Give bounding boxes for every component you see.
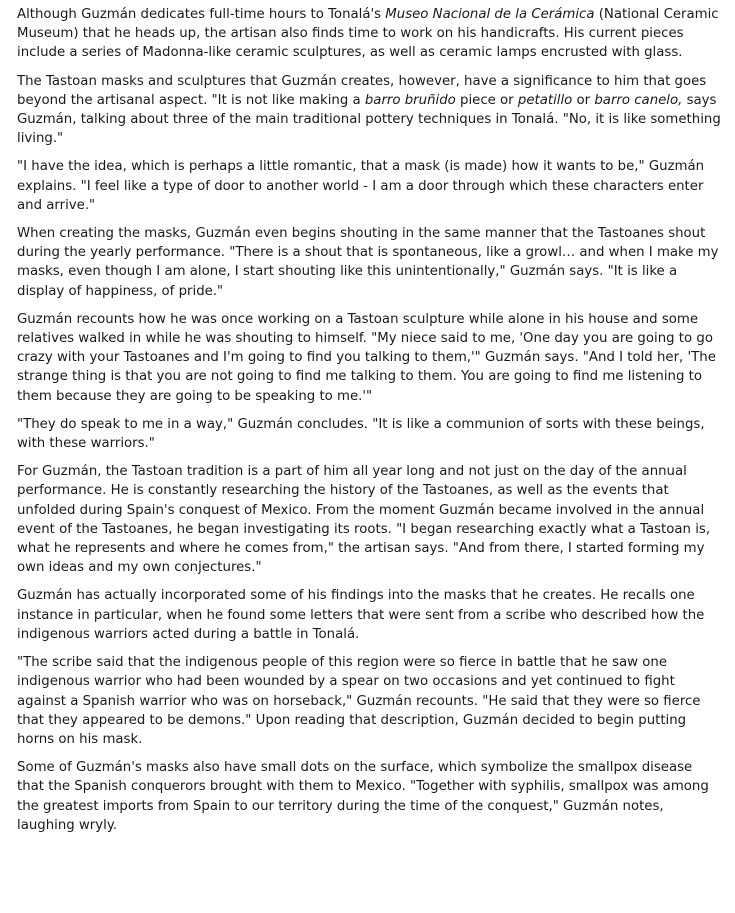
paragraph-text: Some of Guzmán's masks also have small dots on the surface, which symbolize the smallpox disease that the Spanish conquerors brought with them to Mexico. "Together with syphilis, smallpox was among the greatest imports from Spain to our territory during the time of the conquest," Guzmán notes, laughing wryly. bbox=[17, 760, 709, 833]
paragraph-2 bbox=[17, 72, 723, 149]
paragraph-text: For Guzmán, the Tastoan tradition is a part of him all year long and not just on the day of the annual performance. He is constantly researching the history of the Tastoanes, as well as the events that unfolded during Spain's conquest of Mexico. From the moment Guzmán became involved in the annual event of the Tastoanes, he began investigating its roots. "I began researching exactly what a Tastoan is, what he represents and where he comes from," the artisan says. "And from there, I started forming my own ideas and my own conjectures." bbox=[17, 464, 711, 576]
paragraph-8 bbox=[17, 586, 723, 644]
paragraph-6 bbox=[17, 415, 723, 453]
paragraph-text: "The scribe said that the indigenous people of this region were so fierce in battle that he saw one indigenous warrior who had been wounded by a spear on two occasions and yet continued to fight against a Spanish warrior who was on horseback," Guzmán recounts. "He said that they were so fierce that they appeared to be demons." Upon reading that description, Guzmán decided to begin putting horns on his mask. bbox=[17, 655, 701, 747]
paragraph-3 bbox=[17, 157, 723, 215]
paragraph-10 bbox=[17, 758, 723, 835]
paragraph-text: Although Guzmán dedicates full-time hours to Tonalá's bbox=[17, 7, 386, 22]
paragraph-text: piece or bbox=[455, 92, 518, 108]
paragraph-italic-text: Museo Nacional de la Cerámica bbox=[385, 7, 595, 22]
paragraph-1 bbox=[17, 5, 723, 63]
paragraph-text: Guzmán recounts how he was once working on a Tastoan sculpture while alone in his house and some relatives walked in while he was shouting to himself. "My niece said to me, 'One day you are going to go crazy with your Tastoanes and I'm going to find you talking to them,'" Guzmán says. "And I told her, 'The strange thing is that you are not going to find me talking to them. You are going to find me listening to them because they are going to be speaking to me.'" bbox=[17, 311, 716, 404]
paragraph-italic-text: petatillo bbox=[517, 92, 573, 108]
paragraph-text: (National Ceramic Museum) that he heads up, the artisan also finds time to work on his handicrafts. His current pieces include a series of Madonna-like ceramic sculptures, as well as ceramic lamps encrusted with glass. bbox=[17, 7, 719, 61]
paragraph-italic-text: barro bruñido bbox=[364, 92, 456, 108]
paragraph-text: "They do speak to me in a way," Guzmán concludes. "It is like a communion of sorts with these beings, with these warriors." bbox=[17, 416, 705, 452]
paragraph-9 bbox=[17, 653, 723, 749]
paragraph-text: "I have the idea, which is perhaps a little romantic, that a mask (is made) how it wants to be," Guzmán explains. "I feel like a type of door to another world - I am a door through which these characters enter and arrive." bbox=[17, 159, 705, 213]
paragraph-4 bbox=[17, 224, 723, 301]
paragraph-text: says Guzmán, talking about three of the main traditional pottery techniques in Tonalá. "No, it is like something living." bbox=[17, 92, 721, 147]
paragraph-italic-text: barro canelo, bbox=[594, 92, 683, 108]
paragraph-5 bbox=[17, 310, 723, 406]
paragraph-text: When creating the masks, Guzmán even begins shouting in the same manner that the Tastoanes shout during the yearly performance. "There is a shout that is spontaneous, like a growl… and when I make my masks, even though I am alone, I start shouting like this unintentionally," Guzmán says. "It is like a display of happiness, of pride." bbox=[17, 226, 719, 299]
paragraph-7 bbox=[17, 462, 723, 577]
paragraph-text: Guzmán has actually incorporated some of his findings into the masks that he creates. He recalls one instance in particular, when he found some letters that were sent from a scribe who described how the indigenous warriors acted during a battle in Tonalá. bbox=[17, 588, 705, 642]
paragraph-text: or bbox=[572, 92, 595, 108]
paragraph-text: The Tastoan masks and sculptures that Guzmán creates, however, have a significance to him that goes beyond the artisanal aspect. "It is not like making a bbox=[17, 73, 707, 108]
